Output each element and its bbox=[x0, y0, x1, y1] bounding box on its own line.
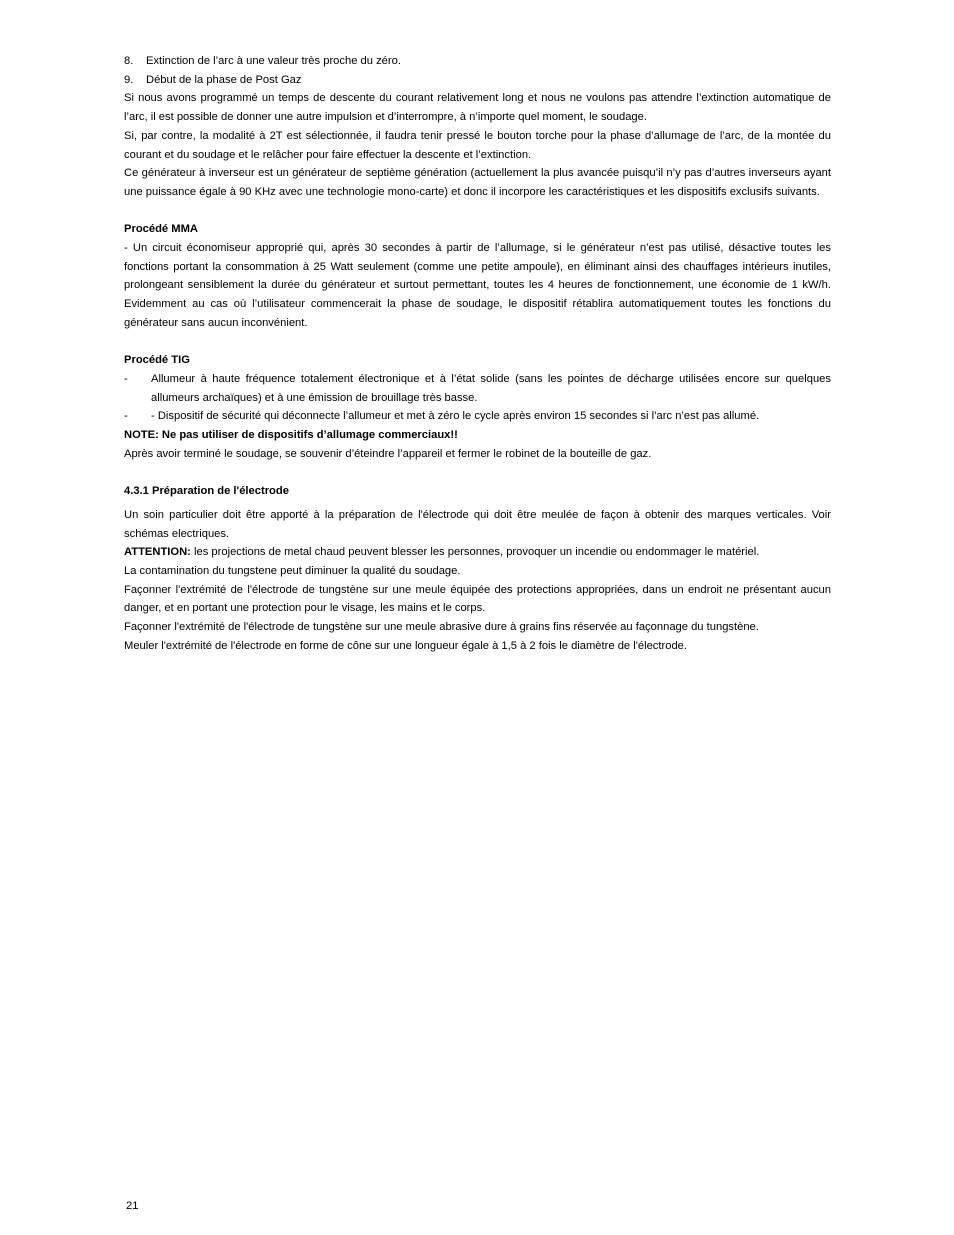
paragraph: Si nous avons programmé un temps de descente du courant relativement long et nous ne voulons pas attendre l’extinction automatique de l’arc, il est possible de donner une autre impulsion et d’interrompre, à n’importe quel moment, le soudage. bbox=[124, 92, 831, 124]
list-item bbox=[124, 52, 831, 71]
attention-label: ATTENTION: bbox=[124, 546, 191, 559]
paragraph: La contamination du tungstene peut diminuer la qualité du soudage. bbox=[124, 564, 461, 577]
paragraph: Un soin particulier doit être apporté à la préparation de l'électrode qui doit être meulée de façon à obtenir des marques verticales. Voir schémas electriques. bbox=[124, 508, 831, 540]
paragraph: Façonner l'extrémité de l'électrode de tungstène sur une meule abrasive dure à grains fins réservée au façonnage du tungstène. bbox=[124, 621, 759, 634]
bullet-item bbox=[124, 407, 831, 426]
attention-paragraph bbox=[124, 543, 831, 562]
section-heading-electrode: 4.3.1 Préparation de l'électrode bbox=[124, 485, 289, 498]
paragraph: Si, par contre, la modalité à 2T est sélectionnée, il faudra tenir pressé le bouton torche pour la phase d’allumage de l’arc, de la montée du courant et du soudage et le relâcher pour faire effectuer la descente et l’extinction. bbox=[124, 129, 831, 161]
list-number: 8. bbox=[124, 55, 134, 67]
paragraph: - Un circuit économiseur approprié qui, après 30 secondes à partir de l’allumage, si le générateur n’est pas utilisé, désactive toutes les fonctions portant la consommation à 25 Watt seulement (comme une petite ampoule), en éliminant ainsi des chauffages intérieurs inutiles, prolongeant sensiblement la durée du générateur et surtout permettant, toutes les 4 heures de fonctionnement, une économie de 1 kW/h. Evidemment au cas où l’utilisateur commencerait la phase de soudage, le dispositif rétablira automatiquement toutes les fonctions du générateur sans aucun inconvénient. bbox=[124, 242, 831, 329]
bullet-dash: - bbox=[124, 372, 128, 385]
bullet-item bbox=[124, 370, 831, 407]
list-number: 9. bbox=[124, 73, 134, 86]
paragraph: Après avoir terminé le soudage, se souvenir d’éteindre l’appareil et fermer le robinet de la bouteille de gaz. bbox=[124, 447, 652, 460]
paragraph: Ce générateur à inverseur est un générateur de septième génération (actuellement la plus avancée puisqu’il n’y pas d’autres inverseurs ayant une puissance égale à 90 KHz avec une technologie mono-carte) et donc il incorpore les caractéristiques et les dispositifs exclusifs suivants. bbox=[124, 167, 831, 198]
bullet-text: Allumeur à haute fréquence totalement électronique et à l’état solide (sans les pointes de décharge utilisées encore sur quelques allumeurs archaïques) et à une émission de brouillage très basse. bbox=[151, 372, 831, 404]
paragraph: Façonner l'extrémité de l'électrode de tungstène sur une meule équipée des protections appropriées, dans un endroit ne présentant aucun danger, et en portant une protection pour le visage, les mains et le corps. bbox=[124, 583, 831, 615]
document-body bbox=[124, 52, 831, 655]
note: NOTE: Ne pas utiliser de dispositifs d’allumage commerciaux!! bbox=[124, 429, 458, 442]
page-number: 21 bbox=[126, 1200, 139, 1212]
list-item bbox=[124, 71, 831, 90]
list-text: Début de la phase de Post Gaz bbox=[146, 73, 302, 86]
bullet-text: - Dispositif de sécurité qui déconnecte l’allumeur et met à zéro le cycle après environ 15 secondes si l’arc n’est pas allumé. bbox=[151, 410, 760, 423]
list-text: Extinction de l’arc à une valeur très proche du zéro. bbox=[146, 55, 401, 67]
bullet-dash: - bbox=[124, 410, 128, 423]
section-heading-mma: Procédé MMA bbox=[124, 223, 198, 236]
section-heading-tig: Procédé TIG bbox=[124, 354, 190, 367]
paragraph: Meuler l'extrémité de l'électrode en forme de cône sur une longueur égale à 1,5 à 2 fois le diamètre de l'électrode. bbox=[124, 639, 688, 652]
attention-text: les projections de metal chaud peuvent blesser les personnes, provoquer un incendie ou endommager le matériel. bbox=[190, 546, 760, 559]
